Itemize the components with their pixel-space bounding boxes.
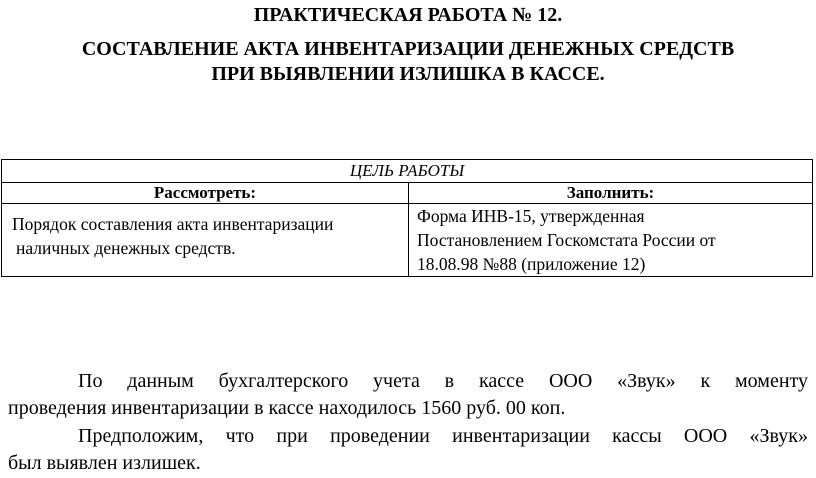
goal-content-row — [2, 204, 813, 277]
goal-header-row — [2, 183, 813, 204]
left-cell-line-2: наличных денежных средств. — [16, 238, 236, 258]
paragraph-2-line-2: был выявлен излишек. — [8, 452, 201, 474]
paragraph-1-line-1: По данным бухгалтерского учета в кассе ООО «Звук» к моменту — [78, 370, 808, 392]
left-cell — [2, 204, 409, 277]
heading-line-3: ПРИ ВЫЯВЛЕНИИ ИЗЛИШКА В КАССЕ. — [211, 63, 605, 85]
right-column-header: Заполнить: — [409, 183, 813, 204]
heading-line-1: ПРАКТИЧЕСКАЯ РАБОТА № 12. — [253, 4, 563, 26]
goal-caption-row — [2, 160, 813, 183]
left-cell-line-1: Порядок составления акта инвентаризации — [12, 214, 334, 234]
heading-line-2: СОСТАВЛЕНИЕ АКТА ИНВЕНТАРИЗАЦИИ ДЕНЕЖНЫХ СРЕДСТВ — [81, 38, 735, 60]
right-cell-line-3: 18.08.98 №88 (приложение 12) — [417, 254, 646, 274]
goal-caption: ЦЕЛЬ РАБОТЫ — [2, 160, 813, 183]
right-cell — [409, 204, 813, 277]
right-cell-line-2: Постановлением Госкомстата России от — [417, 230, 716, 250]
paragraph-1-line-2: проведения инвентаризации в кассе находилось 1560 руб. 00 коп. — [8, 397, 566, 419]
right-cell-line-1: Форма ИНВ-15, утвержденная — [417, 206, 645, 226]
left-column-header: Рассмотреть: — [2, 183, 409, 204]
paragraph-2-line-1: Предположим, что при проведении инвентаризации кассы ООО «Звук» — [78, 425, 808, 447]
goal-table — [1, 159, 813, 277]
